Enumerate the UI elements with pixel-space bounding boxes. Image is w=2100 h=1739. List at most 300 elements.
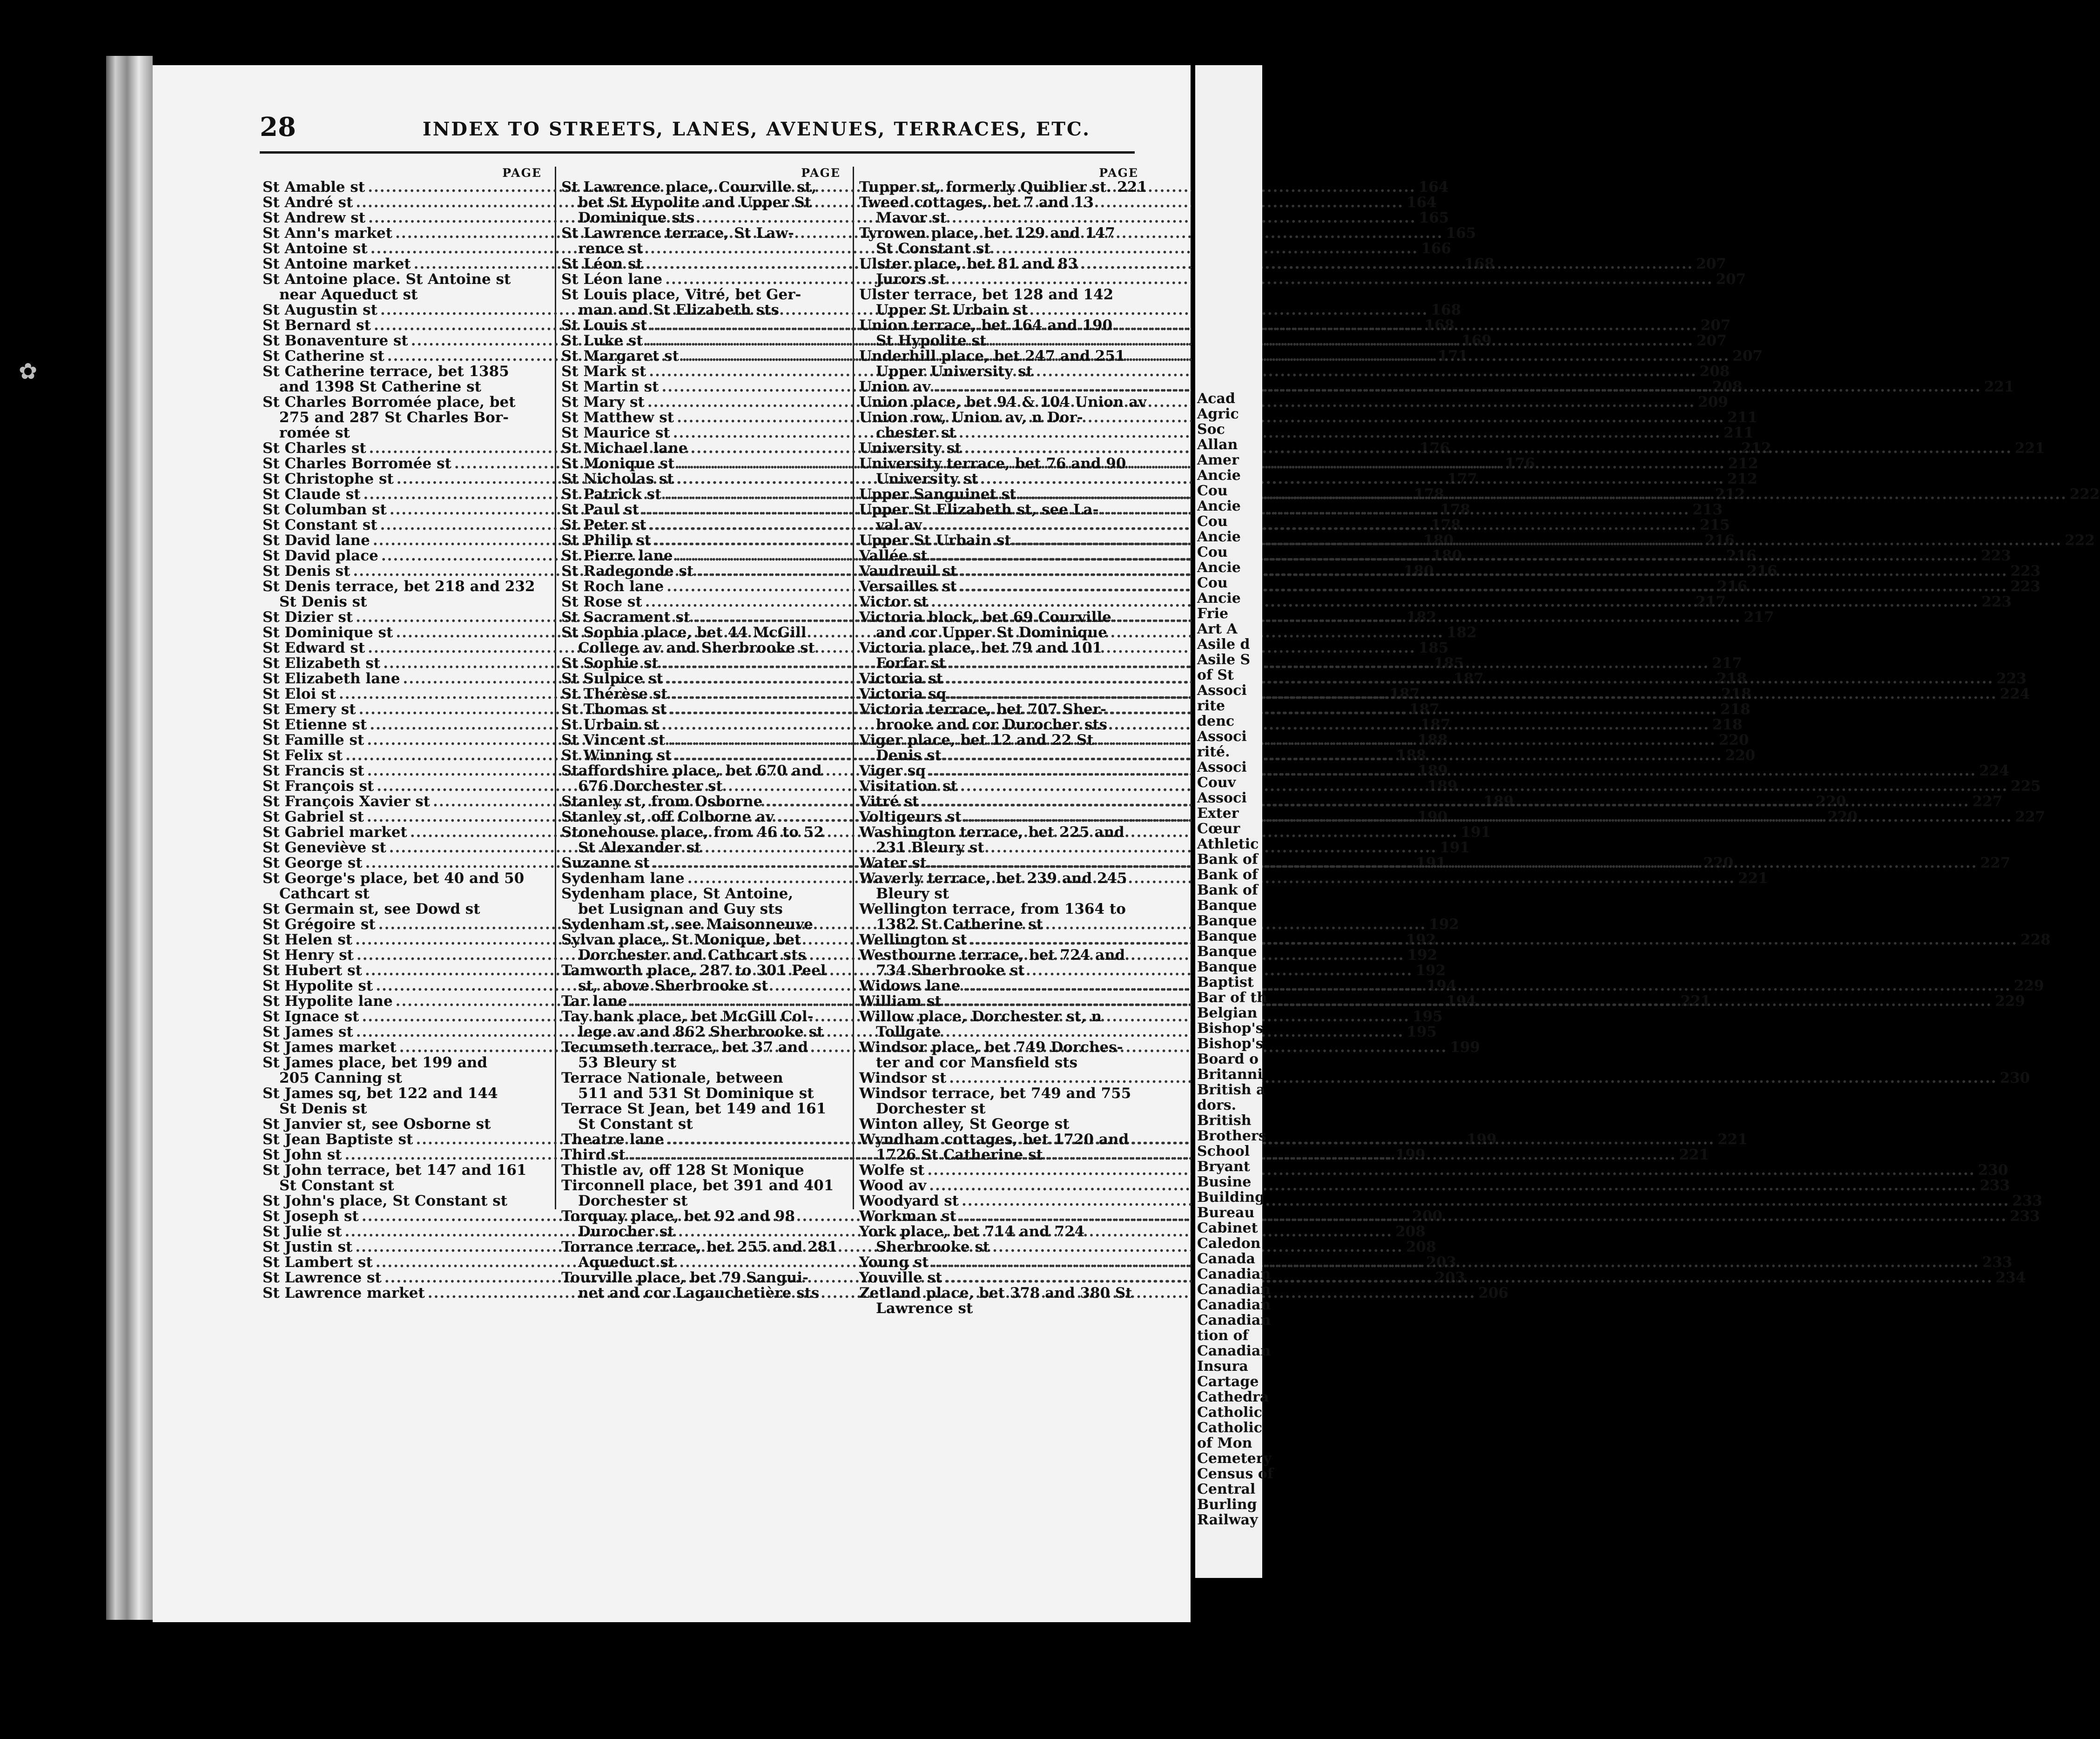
entry-name: Sydenham st, see Maisonneuve	[561, 916, 813, 933]
entry-page-number: 171	[1438, 348, 1468, 364]
adjacent-page-text: Couv	[1197, 775, 1236, 791]
entry-page-number: 213	[1692, 501, 1723, 518]
entry-name: Union place, bet 94 & 104 Union av	[859, 394, 1147, 411]
entry-continuation: rence st	[578, 240, 643, 257]
entry-name: St Ignace st	[262, 1008, 359, 1025]
entry-name: St Amable st	[262, 179, 365, 195]
dot-leader	[959, 1209, 2007, 1224]
adjacent-page-text: Bank of	[1197, 851, 1258, 868]
entry-continuation: Jurors st	[876, 271, 946, 288]
entry-name: St Francis st	[262, 762, 364, 779]
entry-page-number: 194	[1446, 993, 1476, 1010]
entry-name: Tar lane	[561, 993, 627, 1010]
entry-name: Tweed cottages, bet 7 and 13	[859, 194, 1094, 211]
entry-continuation: brooke and cor Durocher sts	[876, 716, 1108, 733]
entry-name: St Radegonde st	[561, 563, 694, 580]
dot-leader	[962, 1193, 2009, 1209]
entry-page-number: 225	[2011, 778, 2041, 795]
adjacent-page-text: rite	[1197, 698, 1225, 714]
entry-page-number: 187	[1389, 686, 1420, 702]
entry-page-number: 188	[1396, 747, 1427, 764]
adjacent-page-text: Busine	[1197, 1174, 1252, 1190]
entry-continuation: Cathcart st	[279, 885, 370, 902]
entry-name: St Antoine market	[262, 256, 411, 272]
entry-page-number: 222	[2065, 532, 2095, 549]
entry-continuation: Mavor st	[876, 209, 947, 226]
entry-page-number: 180	[1423, 532, 1454, 549]
entry-page-number: 223	[1981, 547, 2012, 564]
index-entry	[859, 702, 1138, 717]
entry-page-number: 165	[1446, 225, 1476, 242]
entry-name: Terrace Nationale, between	[561, 1070, 783, 1086]
entry-page-number: 178	[1440, 501, 1471, 518]
dot-leader	[1019, 487, 2066, 502]
index-entry	[859, 318, 1138, 333]
index-entry	[262, 1163, 542, 1178]
entry-name: Viger place, bet 12 and 22 St	[859, 732, 1094, 748]
entry-name: Sydenham place, St Antoine,	[561, 885, 794, 902]
index-entry	[262, 1086, 542, 1101]
entry-name: St Lawrence place, Courville st,	[561, 179, 817, 195]
adjacent-page-lines	[1197, 391, 1273, 1528]
index-entry	[859, 871, 1138, 886]
entry-name: Wellington st	[859, 931, 967, 948]
entry-name: St Roch lane	[561, 578, 664, 595]
entry-continuation: Dorchester st	[578, 1193, 688, 1209]
adjacent-page-text: Banque	[1197, 897, 1257, 914]
index-entry	[561, 1101, 841, 1117]
entry-name: Union row, Union av, n Dor-	[859, 409, 1083, 426]
entry-page-number: 180	[1403, 563, 1434, 580]
entry-page-number: 206	[1478, 1285, 1508, 1301]
entry-name: Westbourne terrace, bet 724 and	[859, 947, 1125, 964]
entry-name: William st	[859, 993, 942, 1010]
adjacent-page-text: Associ	[1197, 682, 1247, 699]
entry-page-number: 188	[1417, 732, 1448, 748]
entry-name: Workman st	[859, 1208, 956, 1225]
adjacent-page-text: rité.	[1197, 744, 1230, 760]
entry-continuation: 231 Bleury st	[876, 839, 984, 856]
index-entry	[859, 256, 1138, 272]
entry-continuation: 275 and 287 St Charles Bor-	[279, 409, 509, 426]
adjacent-page-text: Canadian	[1197, 1312, 1271, 1328]
entry-name: St George's place, bet 40 and 50	[262, 870, 525, 887]
entry-continuation: Sherbrooke st	[876, 1239, 990, 1255]
page-column-heading: PAGE	[1099, 166, 1138, 180]
entry-page-number: 182	[1446, 624, 1477, 641]
entry-page-number: 220	[1725, 747, 1756, 764]
entry-name: Theatre lane	[561, 1131, 664, 1148]
adjacent-page-text: Canadian	[1197, 1281, 1271, 1298]
entry-page-number: 185	[1434, 655, 1464, 672]
index-entry	[859, 456, 1138, 472]
entry-page-number: 208	[1406, 1239, 1436, 1255]
entry-name: St Justin st	[262, 1239, 353, 1255]
entry-page-number: 233	[1979, 1177, 2010, 1194]
entry-page-number: 199	[1395, 1146, 1426, 1163]
adjacent-page-text: Bureau	[1197, 1205, 1255, 1221]
entry-name: York place, bet 714 and 724	[859, 1223, 1085, 1240]
entry-page-number: 207	[1696, 256, 1727, 272]
entry-name: St David lane	[262, 532, 370, 549]
index-entry	[561, 625, 841, 640]
entry-page-number: 234	[1995, 1269, 2026, 1286]
entry-page-number: 220	[1703, 855, 1734, 871]
entry-name: St Luke st	[561, 332, 643, 349]
entry-name: St Michael lane	[561, 440, 688, 457]
entry-page-number: 212	[1715, 486, 1745, 503]
entry-name: St Christophe st	[262, 471, 394, 487]
entry-name: St Martin st	[561, 378, 659, 395]
entry-page-number: 212	[1741, 440, 1771, 457]
entry-page-number: 217	[1696, 593, 1726, 610]
dot-leader	[964, 809, 2012, 825]
entry-name: St Emery st	[262, 701, 356, 718]
entry-name: St Louis st	[561, 317, 647, 334]
entry-name: St Geneviève st	[262, 839, 386, 856]
entry-name: St Lawrence st	[262, 1269, 382, 1286]
entry-page-number: 220	[1718, 732, 1749, 748]
index-entry	[561, 1178, 841, 1193]
dot-leader	[642, 502, 1689, 518]
entry-page-number: 182	[1406, 609, 1437, 626]
entry-continuation: val av	[876, 517, 922, 533]
entry-name: Union av	[859, 378, 931, 395]
entry-name: Stanley st, from Osborne	[561, 793, 763, 810]
entry-name: St Charles Borromée place, bet	[262, 394, 516, 411]
entry-name: Union terrace, bet 164 and 190	[859, 317, 1113, 334]
entry-page-number: 211	[1727, 409, 1758, 426]
dot-leader	[949, 687, 1997, 702]
entry-name: Viger sq	[859, 762, 926, 779]
entry-page-number: 192	[1406, 931, 1436, 948]
entry-continuation: St Constant st	[279, 1177, 394, 1194]
index-entry	[859, 195, 1138, 210]
entry-page-number: 220	[1816, 793, 1846, 810]
adjacent-page-text: Amer	[1197, 452, 1239, 468]
index-entry	[262, 395, 542, 410]
entry-name: Vitré st	[859, 793, 919, 810]
entry-page-number: 207	[1732, 348, 1763, 364]
entry-page-number: 221	[1679, 1146, 1710, 1163]
dot-leader	[931, 1255, 1979, 1270]
entry-continuation: University st	[876, 471, 978, 487]
entry-name: Third st	[561, 1146, 626, 1163]
dot-leader	[929, 856, 1977, 871]
entry-name: St George st	[262, 855, 363, 871]
entry-name: St Matthew st	[561, 409, 674, 426]
index-entry	[859, 825, 1138, 840]
entry-name: Wolfe st	[859, 1162, 925, 1179]
index-entry	[561, 1270, 841, 1286]
entry-continuation: near Aqueduct st	[279, 286, 418, 303]
dot-leader	[922, 794, 1969, 809]
adjacent-page-text: Cou	[1197, 544, 1228, 560]
index-entry	[859, 902, 1138, 917]
entry-name: Visitation st	[859, 778, 957, 795]
entry-page-number: 177	[1447, 471, 1477, 487]
adjacent-page-text: Banque	[1197, 959, 1257, 975]
adjacent-page-fragment	[1191, 65, 1273, 1578]
adjacent-page-text: Bryant	[1197, 1159, 1250, 1175]
adjacent-page-text: Britanni	[1197, 1066, 1263, 1083]
entry-page-number: 180	[1432, 547, 1462, 564]
index-entry	[859, 394, 1147, 411]
adjacent-page-text: British a	[1197, 1082, 1265, 1098]
entry-name: Ulster place, bet 81 and 83	[859, 256, 1078, 272]
entry-name: Zetland place, bet 378 and 380 St	[859, 1285, 1132, 1301]
entry-page-number: 168	[1431, 302, 1461, 318]
dot-leader	[964, 441, 2012, 456]
index-entry	[561, 287, 841, 303]
entry-page-number: 227	[1980, 855, 2011, 871]
entry-name: St François st	[262, 778, 374, 795]
entry-continuation: bet Lusignan and Guy sts	[578, 901, 783, 917]
entry-name: St Peter st	[561, 517, 646, 533]
entry-continuation: 734 Sherbrooke st	[876, 962, 1025, 979]
entry-name: St Eloi st	[262, 686, 336, 702]
adjacent-page-text: tion of	[1197, 1328, 1249, 1344]
index-entry	[262, 272, 542, 287]
adjacent-page-text: Building	[1197, 1189, 1265, 1206]
running-head	[153, 112, 1191, 149]
entry-continuation: 1726 St Catherine st	[876, 1146, 1043, 1163]
entry-page-number: 212	[1728, 455, 1758, 472]
adjacent-page-text: Bank of	[1197, 867, 1258, 883]
entry-continuation: and cor Upper St Dominique	[876, 624, 1107, 641]
entry-name: St Hubert st	[262, 962, 362, 979]
entry-page-number: 224	[1979, 762, 2010, 779]
entry-continuation: ter and cor Mansfield sts	[876, 1054, 1078, 1071]
entry-name: Windsor terrace, bet 749 and 755	[859, 1085, 1131, 1102]
entry-page-number: 215	[1700, 517, 1730, 533]
entry-name: Voltigeurs st	[859, 809, 962, 825]
entry-name: Vaudreuil st	[859, 563, 957, 580]
entry-page-number: 228	[2020, 931, 2051, 948]
entry-name: St James market	[262, 1039, 397, 1056]
entry-continuation: St Constant st	[578, 1116, 693, 1132]
entry-page-number: 207	[1696, 332, 1727, 349]
entry-page-number: 223	[2010, 578, 2041, 595]
page-title: INDEX TO STREETS, LANES, AVENUES, TERRACES, ETC.	[423, 118, 1091, 140]
entry-name: Suzanne st	[561, 855, 650, 871]
adjacent-page-text: Art A	[1197, 621, 1238, 637]
entry-page-number: 229	[2013, 977, 2044, 994]
index-entry	[859, 179, 1147, 195]
entry-page-number: 216	[1704, 532, 1735, 549]
entry-name: Victoria terrace, bet 707 Sher-	[859, 701, 1106, 718]
adjacent-page-text: Bar of th	[1197, 990, 1267, 1006]
entry-page-number: 211	[1723, 425, 1754, 441]
entry-name: Windsor place, bet 749 Dorches-	[859, 1039, 1123, 1056]
entry-name: St David place	[262, 547, 378, 564]
entry-name: St André st	[262, 194, 353, 211]
entry-page-number: 187	[1409, 701, 1440, 718]
adjacent-page-text: Brothers	[1197, 1128, 1266, 1144]
adjacent-page-text: Cou	[1197, 513, 1228, 530]
entry-page-number: 176	[1505, 455, 1535, 472]
entry-name: St Thérèse st	[561, 686, 668, 702]
adjacent-page-text: Banque	[1197, 928, 1257, 944]
entry-name: St Dominique st	[262, 624, 393, 641]
entry-page-number: 221	[2015, 440, 2045, 457]
adjacent-page-text: Associ	[1197, 790, 1247, 806]
entry-name: St James st	[262, 1024, 353, 1040]
index-entry	[262, 1193, 542, 1209]
entry-continuation: chester st	[876, 425, 956, 441]
entry-name: Torquay place, bet 92 and 98	[561, 1208, 795, 1225]
entry-name: Widows lane	[859, 977, 961, 994]
adjacent-page-text: Canada	[1197, 1251, 1255, 1267]
index-entry	[561, 226, 841, 241]
entry-continuation: Upper St Urbain st	[876, 302, 1028, 318]
entry-name: St Gabriel market	[262, 824, 407, 841]
entry-page-number: 166	[1421, 240, 1451, 257]
entry-page-number: 200	[1412, 1208, 1443, 1225]
index-entry	[561, 1040, 841, 1055]
entry-name: St Philip st	[561, 532, 651, 549]
entry-continuation: Dorchester st	[876, 1100, 986, 1117]
entry-name: Terrace St Jean, bet 149 and 161	[561, 1100, 827, 1117]
adjacent-page-text: Catholic	[1197, 1404, 1263, 1421]
index-entry	[859, 226, 1138, 241]
dot-leader	[931, 594, 1979, 610]
index-entry	[561, 825, 841, 840]
adjacent-page-text: Allan	[1197, 437, 1238, 453]
entry-name: St Bonaventure st	[262, 332, 408, 349]
entry-page-number: 192	[1429, 916, 1459, 933]
adjacent-page-text: Bank of	[1197, 882, 1258, 898]
entry-name: St Charles Borromée st	[262, 455, 451, 472]
adjacent-page-text: Banque	[1197, 913, 1257, 929]
entry-continuation: 205 Canning st	[279, 1070, 402, 1086]
entry-page-number: 191	[1416, 855, 1446, 871]
entry-page-number: 218	[1712, 716, 1743, 733]
adjacent-page-text: Frie	[1197, 606, 1229, 622]
index-entry	[859, 1132, 1138, 1147]
entry-page-number: 233	[1982, 1254, 2012, 1271]
entry-page-number: 209	[1698, 394, 1729, 411]
entry-page-number: 187	[1454, 670, 1484, 687]
entry-name: St Sacrament st	[561, 609, 691, 626]
entry-page-number: 208	[1712, 378, 1743, 395]
entry-name: St Paul st	[561, 501, 639, 518]
adjacent-page-text: Cou	[1197, 575, 1228, 591]
adjacent-page-text: Agric	[1197, 406, 1239, 422]
adjacent-page-text: Cou	[1197, 483, 1228, 499]
entry-name: St Augustin st	[262, 302, 377, 318]
entry-name: Thistle av, off 128 St Monique	[561, 1162, 804, 1179]
index-entry	[561, 1071, 841, 1086]
adjacent-page-text: Burling	[1197, 1496, 1257, 1513]
adjacent-page-text: Banque	[1197, 944, 1257, 960]
entry-name: Woodyard st	[859, 1193, 959, 1209]
dot-leader	[944, 994, 1992, 1009]
entry-page-number: 216	[1747, 563, 1777, 580]
entry-continuation: St Denis st	[279, 1100, 367, 1117]
adjacent-page-text: Associ	[1197, 759, 1247, 775]
entry-page-number: 216	[1717, 578, 1748, 595]
entry-page-number: 233	[2010, 1208, 2040, 1225]
entry-name: St Thomas st	[561, 701, 667, 718]
scan-left-margin	[0, 0, 107, 1739]
dot-leader	[930, 548, 1978, 564]
adjacent-page-text: Canadian	[1197, 1297, 1271, 1313]
entry-page-number: 178	[1414, 486, 1444, 503]
dot-leader	[927, 1163, 1975, 1178]
entry-name: Victoria block, bet 69 Courville	[859, 609, 1111, 626]
entry-name: St Constant st	[262, 517, 377, 533]
entry-continuation: St Constant st	[876, 240, 991, 257]
entry-name: St Rose st	[561, 593, 642, 610]
entry-page-number: 216	[1726, 547, 1757, 564]
entry-name: St Charles st	[262, 440, 366, 457]
adjacent-page-text: Catholic	[1197, 1420, 1263, 1436]
entry-page-number: 189	[1418, 762, 1448, 779]
entry-name: St Jean Baptiste st	[262, 1131, 413, 1148]
entry-name: St Louis place, Vitré, bet Ger-	[561, 286, 801, 303]
entry-name: Tupper st, formerly Quiblier st.	[859, 179, 1112, 195]
entry-page-number: 195	[1412, 1008, 1443, 1025]
entry-page-number: 203	[1426, 1254, 1457, 1271]
entry-name: St Catherine terrace, bet 1385	[262, 363, 509, 380]
entry-name: Victoria place, bet 79 and 101	[859, 640, 1103, 656]
entry-continuation: bet St Hypolite and Upper St	[578, 194, 812, 211]
entry-name: St Dizier st	[262, 609, 353, 626]
dot-leader	[646, 333, 1694, 349]
dot-leader	[929, 1178, 1977, 1193]
entry-page-number: 191	[1461, 824, 1491, 841]
entry-continuation: Dominique sts	[578, 209, 695, 226]
index-entry	[262, 579, 542, 594]
entry-name: Underhill place, bet 247 and 251	[859, 348, 1125, 364]
dot-leader	[667, 1132, 1715, 1147]
entry-name: Ulster terrace, bet 128 and 142	[859, 286, 1114, 303]
entry-name: Wellington terrace, from 1364 to	[859, 901, 1126, 917]
entry-name: Stonehouse place, from 46 to 52	[561, 824, 824, 841]
entry-name: Upper St Elizabeth st, see La-	[859, 501, 1099, 518]
entry-page-number: 176	[1420, 440, 1450, 457]
adjacent-page-text: Asile d	[1197, 636, 1250, 653]
entry-name: St Joseph st	[262, 1208, 359, 1225]
entry-continuation: St Alexander st	[578, 839, 701, 856]
entry-page-number: 218	[1720, 701, 1750, 718]
index-entry	[859, 410, 1138, 425]
adjacent-page-text: Ancie	[1197, 498, 1241, 514]
dot-leader	[960, 779, 2008, 794]
entry-name: Victor st	[859, 593, 929, 610]
entry-page-number: 194	[1426, 977, 1457, 994]
entry-name: St Felix st	[262, 747, 343, 764]
adjacent-page-text: Soc	[1197, 421, 1225, 438]
entry-page-number: 230	[1978, 1162, 2008, 1179]
adjacent-page-text: Ancie	[1197, 529, 1241, 545]
entry-name: St Vincent st	[561, 732, 666, 748]
entry-page-number: 222	[2069, 486, 2100, 503]
entry-name: St Janvier st, see Osborne st	[262, 1116, 491, 1132]
entry-name: University st	[859, 440, 962, 457]
dot-leader	[661, 656, 1709, 671]
entry-continuation: St Hypolite st	[876, 332, 987, 349]
entry-page-number: 221	[1680, 993, 1711, 1010]
dot-leader	[662, 717, 1710, 733]
index-entry	[561, 1163, 841, 1178]
adjacent-page-text: Ancie	[1197, 590, 1241, 607]
entry-name: St Grégoire st	[262, 916, 376, 933]
entry-page-number: 189	[1483, 793, 1514, 810]
dot-leader	[933, 379, 1981, 395]
page-gutter	[1191, 65, 1195, 1578]
